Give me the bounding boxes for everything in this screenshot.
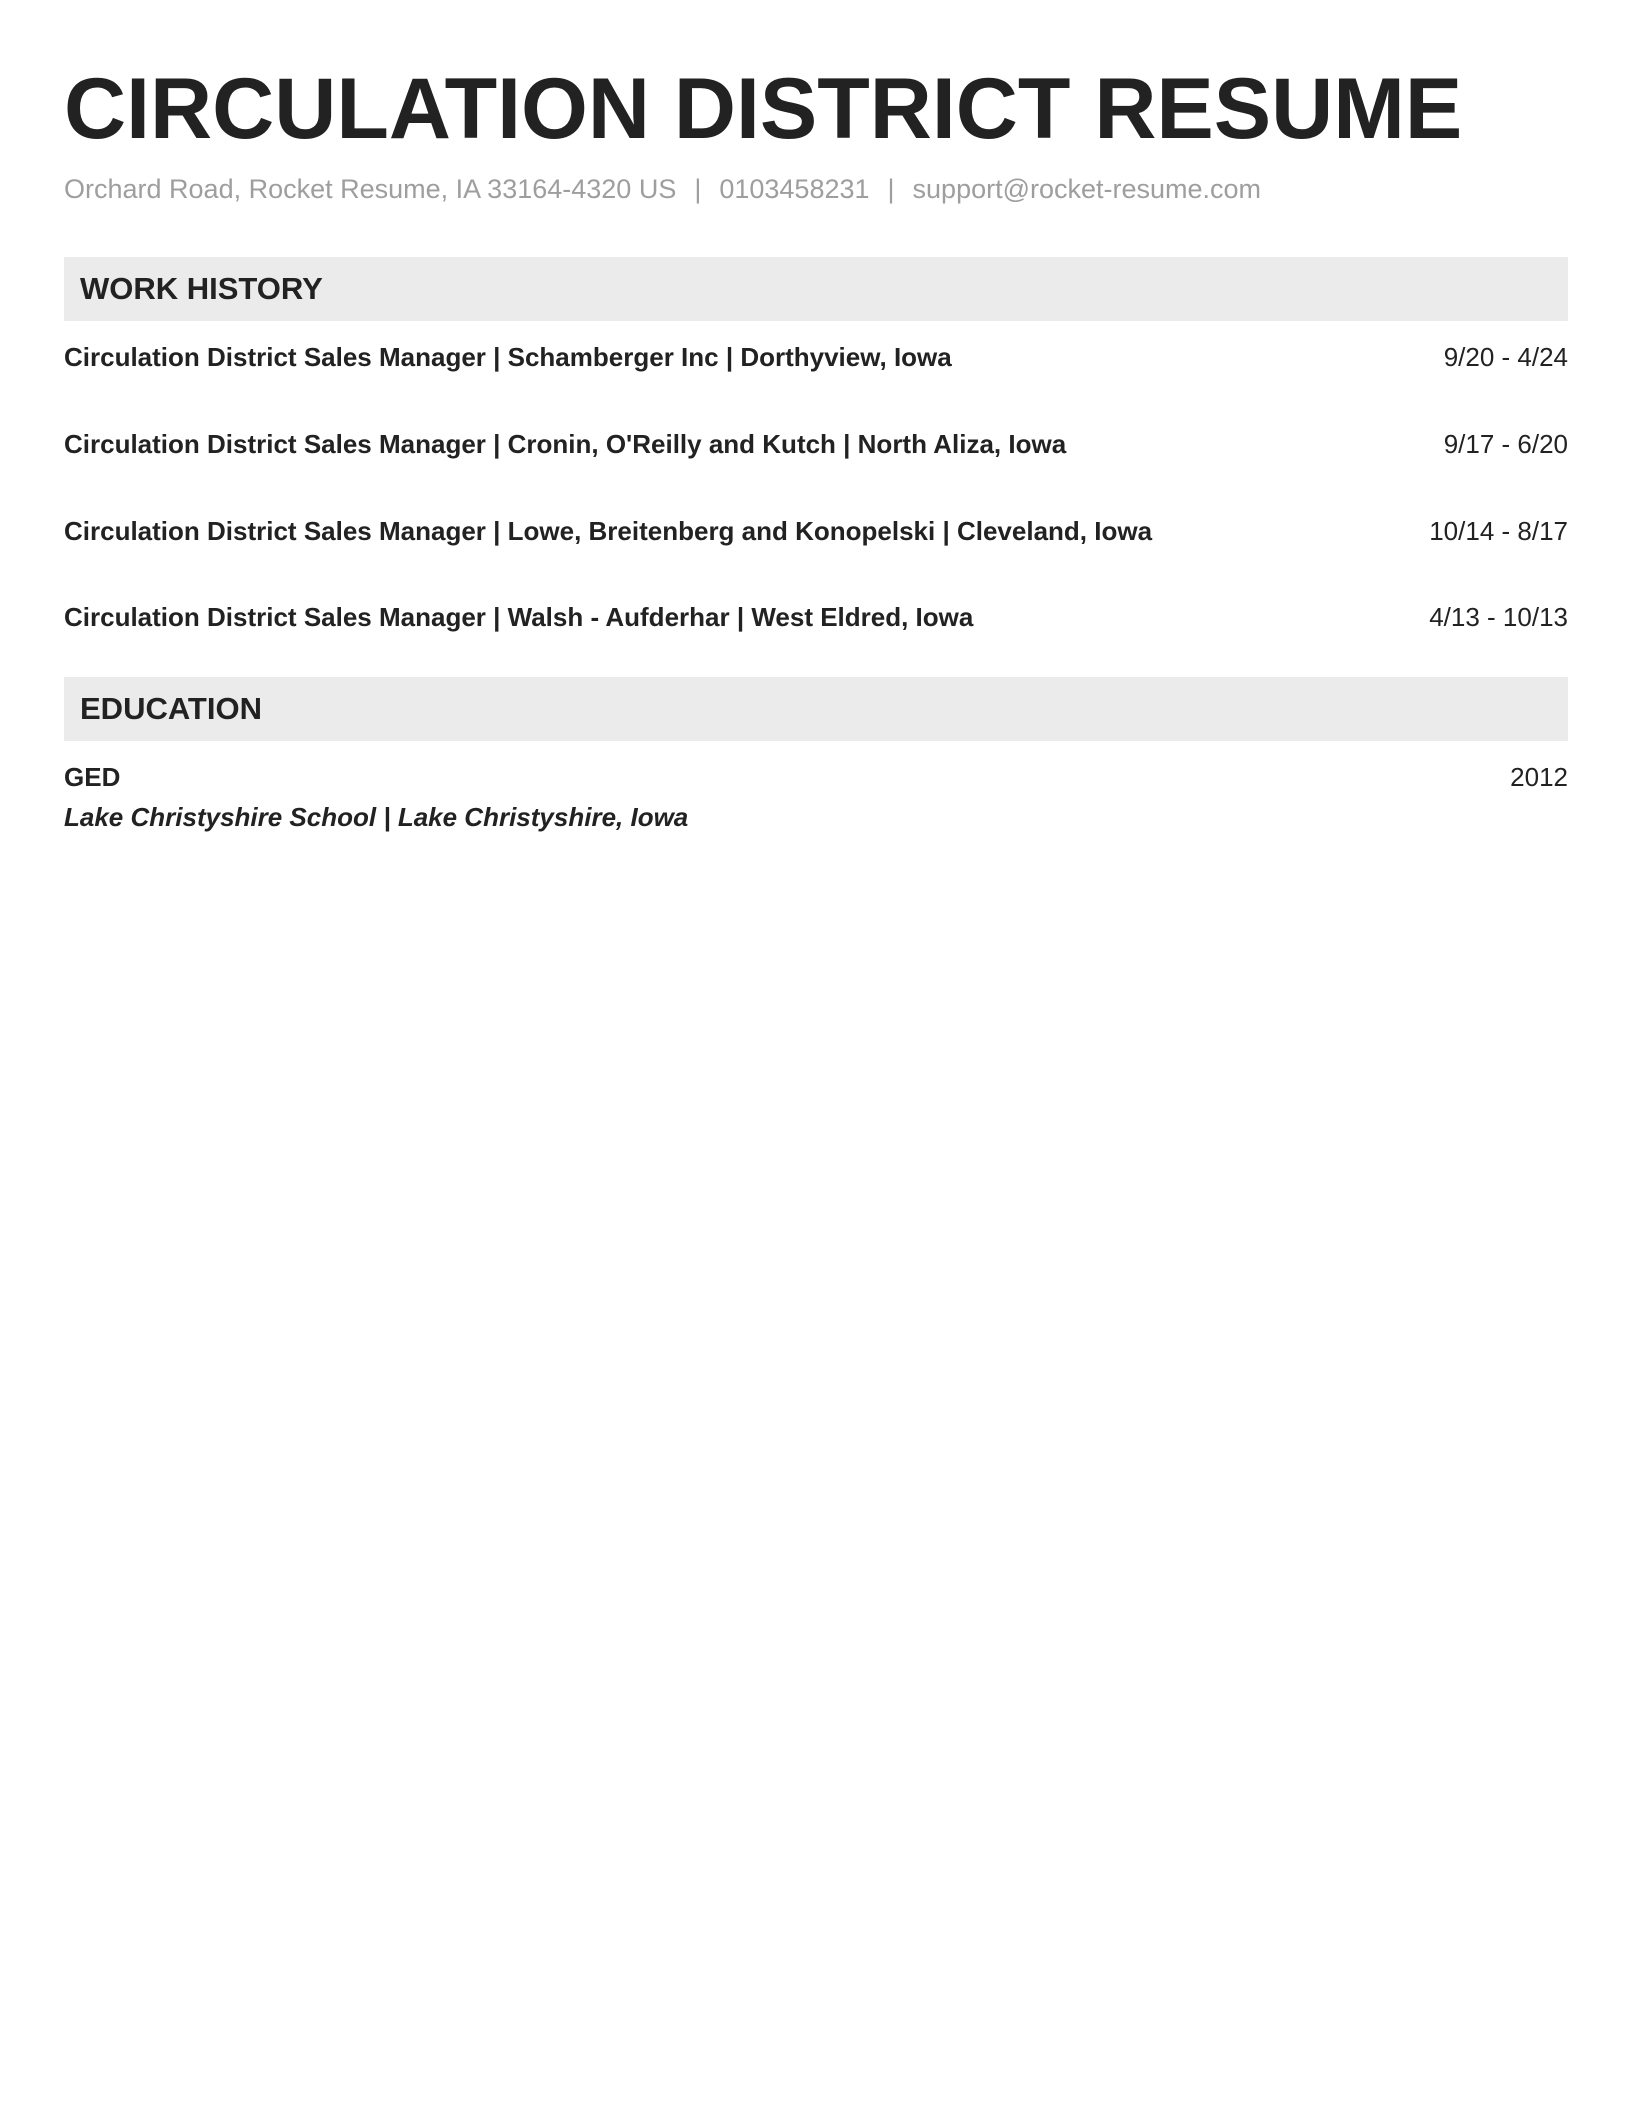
job-title-line: Circulation District Sales Manager | Lowe, Breitenberg and Konopelski | Cleveland, Iowa — [64, 515, 1153, 546]
job-dates: 10/14 - 8/17 — [1429, 515, 1568, 546]
contact-address: Orchard Road, Rocket Resume, IA 33164-4320 US — [64, 174, 677, 205]
work-history-heading: WORK HISTORY — [64, 257, 1568, 321]
job-title-line: Circulation District Sales Manager | Walsh - Aufderhar | West Eldred, Iowa — [64, 602, 974, 633]
contact-info — [64, 173, 1568, 207]
job-dates: 9/20 - 4/24 — [1443, 341, 1568, 372]
job-entry — [64, 601, 1568, 635]
job-title-line: Circulation District Sales Manager | Cronin, O'Reilly and Kutch | North Aliza, Iowa — [64, 428, 1067, 459]
education-entry — [64, 761, 1568, 795]
job-dates: 9/17 - 6/20 — [1443, 428, 1568, 459]
job-entry — [64, 515, 1568, 549]
job-title-line: Circulation District Sales Manager | Schamberger Inc | Dorthyview, Iowa — [64, 341, 952, 372]
contact-separator: | — [694, 174, 702, 205]
job-entry — [64, 341, 1568, 375]
job-entry — [64, 428, 1568, 462]
page-title: CIRCULATION DISTRICT RESUME — [64, 61, 1463, 157]
contact-phone: 0103458231 — [719, 174, 870, 205]
contact-email: support@rocket-resume.com — [912, 174, 1262, 205]
education-heading: EDUCATION — [64, 677, 1568, 741]
education-degree: GED — [64, 762, 121, 793]
contact-separator: | — [887, 174, 895, 205]
education-year: 2012 — [1510, 762, 1568, 793]
job-dates: 4/13 - 10/13 — [1429, 602, 1568, 633]
education-school: Lake Christyshire School | Lake Christyshire, Iowa — [64, 801, 689, 832]
